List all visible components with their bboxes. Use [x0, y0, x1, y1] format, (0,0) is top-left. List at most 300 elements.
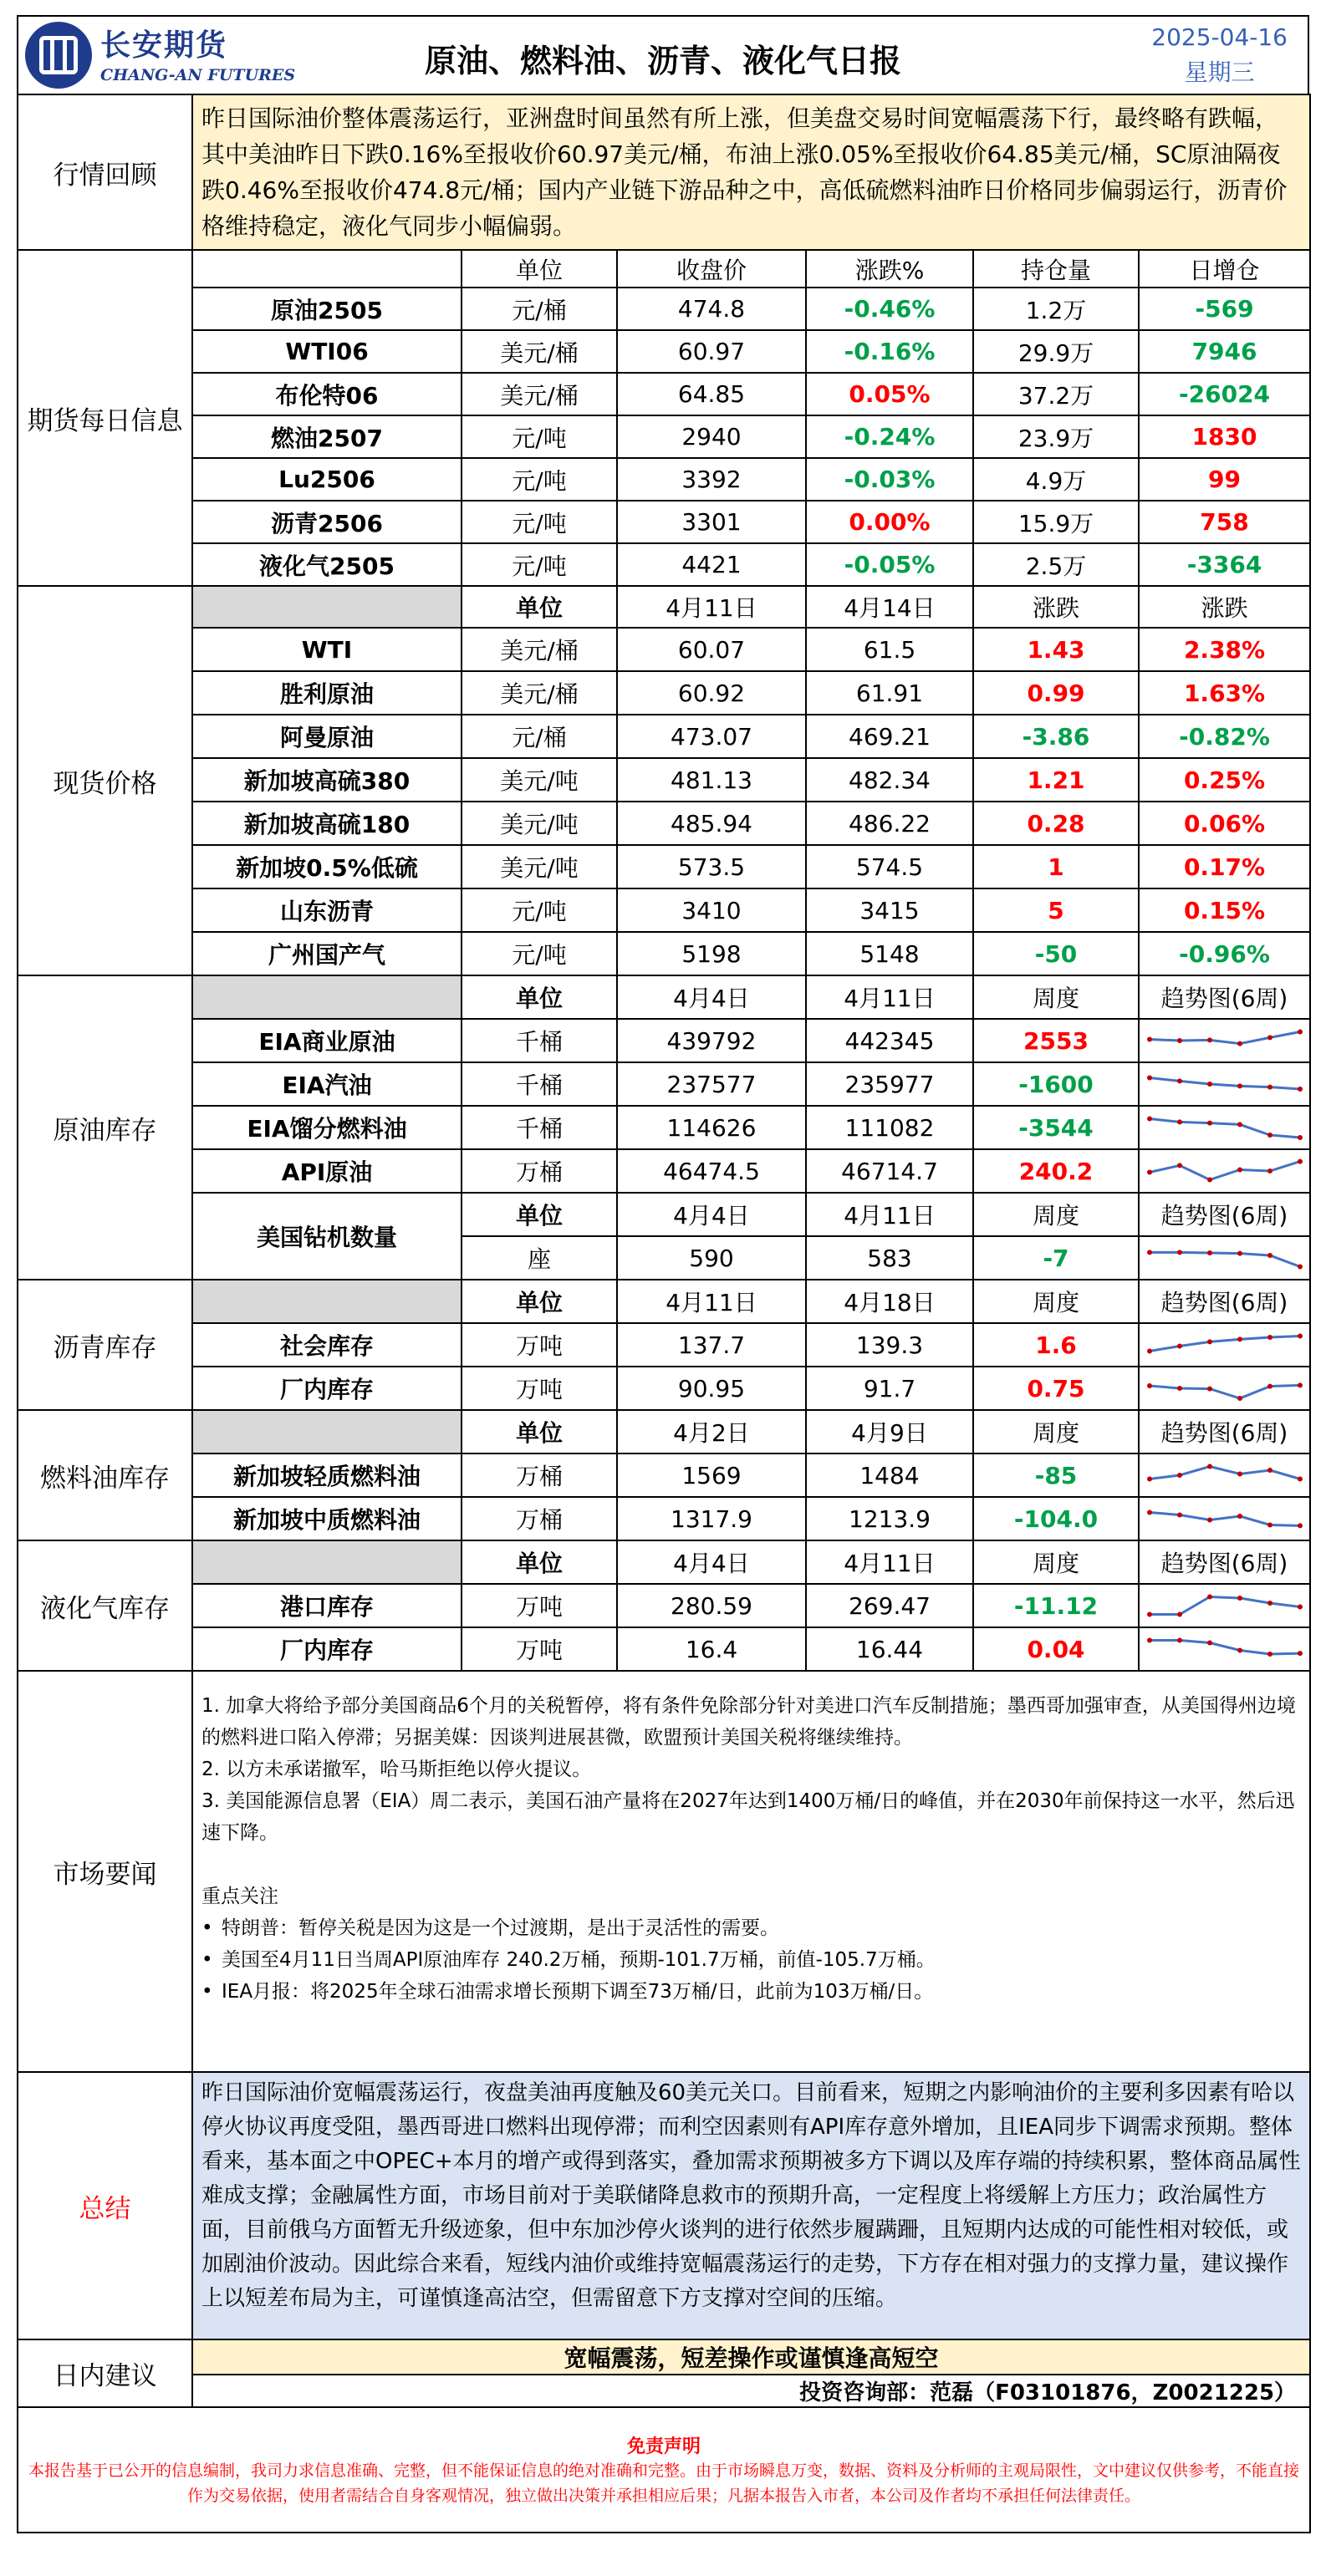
trend-point	[1298, 1334, 1303, 1339]
lpg-inv-d1: 280.59	[617, 1584, 806, 1627]
trend-point	[1298, 1382, 1303, 1387]
futures-name: WTI06	[192, 330, 462, 373]
asphalt-inv-label: 沥青库存	[18, 1280, 192, 1410]
futures-header: 涨跌%	[806, 250, 973, 288]
lpg-inv-label: 液化气库存	[18, 1540, 192, 1671]
futures-close: 3392	[617, 458, 806, 501]
trend-point	[1298, 1135, 1303, 1140]
futures-doi: -26024	[1139, 373, 1310, 415]
asphalt-inv-d2: 139.3	[806, 1323, 973, 1367]
futures-header: 日增仓	[1139, 250, 1310, 288]
trend-point	[1207, 1595, 1212, 1600]
spot-unit: 美元/吨	[462, 845, 617, 888]
futures-header: 持仓量	[973, 250, 1139, 288]
lpg-inv-header: 4月4日	[617, 1540, 806, 1584]
trend-point	[1147, 1349, 1152, 1354]
summary-text: 昨日国际油价宽幅震荡运行，夜盘美油再度触及60美元关口。目前看来，短期之内影响油价的主要利多因素有哈以停火协议再度受阻，墨西哥进口燃料出现停滞；而利空因素则有API库存意外增加，且IEA同步下调需求预期。整体看来，基本面之中OPEC+本月的增产或得到落实，叠加需求预期被多方下调以及库存端的持续积累，整体商品属性难成支撑；金融属性方面，市场目前对于美联储降息救市的预期升高，一定程度上将缓解上方压力；政治属性方面，目前俄乌方面暂无升级迹象，但中东加沙停火谈判的进行依然步履蹒跚，且短期内达成的可能性相对较低，或加剧油价波动。因此综合来看，短线内油价或维持宽幅震荡运行的走势，下方存在相对强力的支撑力量，建议操作上以短差布局为主，可谨慎逢高沽空，但需留意下方支撑对空间的压缩。	[192, 2072, 1310, 2339]
futures-name: 布伦特06	[192, 373, 462, 415]
fuel-inv-header: 单位	[462, 1410, 617, 1453]
futures-unit: 元/吨	[462, 458, 617, 501]
trend-point	[1298, 1651, 1303, 1656]
fuel-inv-header: 趋势图(6周)	[1139, 1410, 1310, 1453]
table-row	[18, 1323, 1310, 1367]
futures-close: 474.8	[617, 288, 806, 330]
table-row	[18, 975, 1310, 1019]
futures-header: 收盘价	[617, 250, 806, 288]
report-date-block	[1151, 20, 1288, 90]
trend-point	[1177, 1119, 1182, 1124]
trend-point	[1147, 1612, 1152, 1617]
spot-d2: 574.5	[806, 845, 973, 888]
trend-point	[1207, 1339, 1212, 1344]
crude-inv-wk: -1600	[973, 1062, 1139, 1106]
asphalt-inv-name: 社会库存	[192, 1323, 462, 1367]
trend-line	[1150, 1641, 1300, 1655]
header-blank	[192, 250, 462, 288]
news-label: 市场要闻	[18, 1671, 192, 2072]
fuel-inv-d2: 1213.9	[806, 1497, 973, 1540]
table-row	[18, 1367, 1310, 1410]
table-row	[18, 888, 1310, 932]
futures-oi: 1.2万	[973, 288, 1139, 330]
crude-inv-name: EIA汽油	[192, 1062, 462, 1106]
futures-chg: -0.03%	[806, 458, 973, 501]
fuel-inv-label: 燃料油库存	[18, 1410, 192, 1540]
trend-point	[1147, 1510, 1152, 1515]
crude-inv-d2: 442345	[806, 1019, 973, 1062]
spot-pct: 0.25%	[1139, 758, 1310, 802]
crude-inv-trend	[1139, 1149, 1310, 1193]
trend-line	[1150, 1597, 1300, 1615]
report-title: 原油、燃料油、沥青、液化气日报	[424, 43, 901, 79]
rig-name: 美国钻机数量	[192, 1193, 462, 1280]
table-row	[18, 94, 1310, 250]
crude-inv-name: EIA馏分燃料油	[192, 1106, 462, 1149]
fuel-inv-trend	[1139, 1453, 1310, 1497]
spot-d2: 482.34	[806, 758, 973, 802]
table-row	[18, 628, 1310, 671]
spot-unit: 美元/桶	[462, 671, 617, 715]
trend-sparkline	[1143, 1025, 1307, 1056]
trend-point	[1237, 1083, 1242, 1088]
futures-chg: -0.24%	[806, 415, 973, 458]
header-blank	[192, 1540, 462, 1584]
trend-point	[1177, 1163, 1182, 1168]
crude-inv-header: 4月4日	[617, 975, 806, 1019]
brand-cn: 长安期货	[100, 28, 228, 63]
table-row	[18, 1497, 1310, 1540]
news-item: 1. 加拿大将给予部分美国商品6个月的关税暂停，将有条件免除部分针对美进口汽车反制措施；墨西哥加强审查，从美国得州边境的燃料进口陷入停滞；另据美媒：因谈判进展甚微，欧盟预计美国关税将继续维持。	[201, 1695, 1296, 1749]
news-content	[192, 1671, 1310, 2072]
futures-name: 沥青2506	[192, 501, 462, 543]
futures-oi: 37.2万	[973, 373, 1139, 415]
futures-close: 3301	[617, 501, 806, 543]
table-row	[18, 373, 1310, 415]
disclaimer-text: 本报告基于已公开的信息编制，我司力求信息准确、完整，但不能保证信息的绝对准确和完整。由于市场瞬息万变，数据、资料及分析师的主观局限性，文中建议仅供参考，不能直接作为交易依据，使用者需结合自身客观情况，独立做出决策并承担相应后果；凡据本报告入市者，本公司及作者均不承担任何法律责任。	[28, 2461, 1300, 2505]
trend-sparkline	[1143, 1068, 1307, 1100]
futures-doi: 7946	[1139, 330, 1310, 373]
futures-close: 4421	[617, 543, 806, 586]
futures-close: 2940	[617, 415, 806, 458]
trend-point	[1177, 1250, 1182, 1255]
trend-point	[1298, 1087, 1303, 1092]
table-row	[18, 2072, 1310, 2339]
crude-inv-d1: 46474.5	[617, 1149, 806, 1193]
trend-point	[1147, 1638, 1152, 1643]
lpg-inv-header: 4月11日	[806, 1540, 973, 1584]
asphalt-inv-d1: 137.7	[617, 1323, 806, 1367]
spot-chg: 1.21	[973, 758, 1139, 802]
trend-line	[1150, 1336, 1300, 1352]
spot-unit: 美元/吨	[462, 758, 617, 802]
lpg-inv-wk: 0.04	[973, 1627, 1139, 1671]
table-row	[18, 715, 1310, 758]
trend-line	[1150, 1162, 1300, 1180]
focus-list	[201, 1912, 1301, 2008]
brand-en: CHANG-AN FUTURES	[100, 66, 296, 84]
header-blank	[192, 1410, 462, 1453]
rig-header: 单位	[462, 1193, 617, 1236]
asphalt-inv-wk: 0.75	[973, 1367, 1139, 1410]
trend-point	[1298, 1605, 1303, 1610]
spot-d1: 3410	[617, 888, 806, 932]
table-row	[18, 543, 1310, 586]
fuel-inv-wk: -104.0	[973, 1497, 1139, 1540]
trend-point	[1147, 1383, 1152, 1388]
trend-point	[1237, 1168, 1242, 1173]
fuel-inv-d1: 1317.9	[617, 1497, 806, 1540]
crude-inv-header: 单位	[462, 975, 617, 1019]
spot-name: WTI	[192, 628, 462, 671]
spot-d2: 5148	[806, 932, 973, 975]
spot-chg: -3.86	[973, 715, 1139, 758]
header-blank	[192, 1280, 462, 1323]
news-item: 3. 美国能源信息署（EIA）周二表示，美国石油产量将在2027年达到1400万桶/日的峰值，并在2030年前保持这一水平，然后迅速下降。	[201, 1790, 1295, 1844]
table-row	[18, 671, 1310, 715]
spot-pct: -0.82%	[1139, 715, 1310, 758]
fuel-inv-header: 周度	[973, 1410, 1139, 1453]
header-blank	[192, 975, 462, 1019]
lpg-inv-unit: 万吨	[462, 1627, 617, 1671]
rig-header: 4月4日	[617, 1193, 806, 1236]
spot-chg: 5	[973, 888, 1139, 932]
spot-d1: 60.92	[617, 671, 806, 715]
spot-d2: 3415	[806, 888, 973, 932]
crude-inv-d1: 237577	[617, 1062, 806, 1106]
fuel-inv-name: 新加坡中质燃料油	[192, 1497, 462, 1540]
report-weekday: 星期三	[1184, 59, 1255, 86]
lpg-inv-wk: -11.12	[973, 1584, 1139, 1627]
trend-point	[1177, 1612, 1182, 1617]
futures-oi: 2.5万	[973, 543, 1139, 586]
futures-label: 期货每日信息	[18, 250, 192, 586]
crude-inv-d1: 114626	[617, 1106, 806, 1149]
trend-point	[1207, 1037, 1212, 1042]
spot-pct: 0.17%	[1139, 845, 1310, 888]
lpg-inv-d1: 16.4	[617, 1627, 806, 1671]
crude-inv-trend	[1139, 1019, 1310, 1062]
trend-point	[1177, 1386, 1182, 1391]
fuel-inv-unit: 万桶	[462, 1497, 617, 1540]
trend-point	[1177, 1638, 1182, 1643]
trend-point	[1237, 1472, 1242, 1477]
spot-label: 现货价格	[18, 586, 192, 975]
trend-point	[1298, 1030, 1303, 1035]
crude-inv-name: API原油	[192, 1149, 462, 1193]
futures-chg: 0.05%	[806, 373, 973, 415]
trend-point	[1177, 1513, 1182, 1518]
asphalt-inv-header: 单位	[462, 1280, 617, 1323]
trend-point	[1267, 1335, 1272, 1340]
trend-point	[1237, 1041, 1242, 1046]
trend-sparkline	[1143, 1503, 1307, 1535]
rig-wk: -7	[973, 1236, 1139, 1280]
trend-line	[1150, 1513, 1300, 1526]
spot-chg: 0.28	[973, 802, 1139, 845]
futures-oi: 15.9万	[973, 501, 1139, 543]
futures-name: Lu2506	[192, 458, 462, 501]
spot-unit: 美元/桶	[462, 628, 617, 671]
crude-inv-d2: 46714.7	[806, 1149, 973, 1193]
trend-line	[1150, 1078, 1300, 1090]
spot-name: 广州国产气	[192, 932, 462, 975]
trend-sparkline	[1143, 1155, 1307, 1187]
futures-unit: 元/吨	[462, 501, 617, 543]
trend-point	[1207, 1121, 1212, 1126]
table-row	[18, 2375, 1310, 2407]
asphalt-inv-unit: 万吨	[462, 1367, 617, 1410]
crude-inv-d1: 439792	[617, 1019, 806, 1062]
review-label: 行情回顾	[18, 94, 192, 250]
futures-doi: 1830	[1139, 415, 1310, 458]
futures-doi: 758	[1139, 501, 1310, 543]
futures-doi: -3364	[1139, 543, 1310, 586]
focus-item: • IEA月报：将2025年全球石油需求增长预期下调至73万桶/日，此前为103万桶/日。	[201, 1976, 1301, 2008]
table-row	[18, 1540, 1310, 1584]
crude-inv-label: 原油库存	[18, 975, 192, 1280]
table-row	[18, 501, 1310, 543]
crude-inv-header: 4月11日	[806, 975, 973, 1019]
review-text: 昨日国际油价整体震荡运行，亚洲盘时间虽然有所上涨，但美盘交易时间宽幅震荡下行，最终略有跌幅，其中美油昨日下跌0.16%至报收价60.97美元/桶，布油上涨0.05%至报收价64.85美元/桶，SC原油隔夜跌0.46%至报收价474.8元/桶；国内产业链下游品种之中，高低硫燃料油昨日价格同步偏弱运行，沥青价格维持稳定，液化气同步小幅偏弱。	[192, 94, 1310, 250]
lpg-inv-d2: 16.44	[806, 1627, 973, 1671]
trend-point	[1147, 1170, 1152, 1175]
spot-name: 新加坡0.5%低硫	[192, 845, 462, 888]
trend-point	[1298, 1477, 1303, 1482]
table-row	[18, 1584, 1310, 1627]
fuel-inv-header: 4月9日	[806, 1410, 973, 1453]
spot-pct: 0.06%	[1139, 802, 1310, 845]
futures-unit: 元/吨	[462, 543, 617, 586]
spot-d1: 5198	[617, 932, 806, 975]
header-blank	[192, 586, 462, 628]
disclaimer-title: 免责声明	[627, 2435, 701, 2457]
crude-inv-wk: -3544	[973, 1106, 1139, 1149]
advice-text: 宽幅震荡，短差操作或谨慎逢高短空	[192, 2339, 1310, 2375]
advice-label: 日内建议	[18, 2339, 192, 2407]
spot-pct: 1.63%	[1139, 671, 1310, 715]
trend-sparkline	[1143, 1112, 1307, 1143]
lpg-inv-name: 厂内库存	[192, 1627, 462, 1671]
spot-name: 阿曼原油	[192, 715, 462, 758]
trend-point	[1207, 1518, 1212, 1523]
fuel-inv-wk: -85	[973, 1453, 1139, 1497]
asphalt-inv-wk: 1.6	[973, 1323, 1139, 1367]
asphalt-inv-d1: 90.95	[617, 1367, 806, 1410]
futures-unit: 美元/桶	[462, 330, 617, 373]
futures-name: 原油2505	[192, 288, 462, 330]
trend-point	[1147, 1037, 1152, 1042]
trend-point	[1177, 1344, 1182, 1349]
trend-point	[1298, 1523, 1303, 1528]
trend-point	[1237, 1648, 1242, 1653]
table-row	[18, 1106, 1310, 1149]
trend-point	[1267, 1035, 1272, 1040]
lpg-inv-name: 港口库存	[192, 1584, 462, 1627]
trend-point	[1237, 1336, 1242, 1341]
futures-oi: 23.9万	[973, 415, 1139, 458]
rig-d1: 590	[617, 1236, 806, 1280]
rig-d2: 583	[806, 1236, 973, 1280]
report-page	[17, 15, 1309, 2561]
trend-sparkline	[1143, 1372, 1307, 1404]
crude-inv-header: 趋势图(6周)	[1139, 975, 1310, 1019]
table-row	[18, 1149, 1310, 1193]
asphalt-inv-header: 趋势图(6周)	[1139, 1280, 1310, 1323]
trend-point	[1237, 1251, 1242, 1256]
spot-d1: 60.07	[617, 628, 806, 671]
trend-line	[1150, 1119, 1300, 1138]
spot-header: 单位	[462, 586, 617, 628]
table-row	[18, 1410, 1310, 1453]
rig-header: 趋势图(6周)	[1139, 1193, 1310, 1236]
trend-point	[1147, 1250, 1152, 1255]
trend-point	[1177, 1078, 1182, 1083]
futures-oi: 4.9万	[973, 458, 1139, 501]
report-date: 2025-04-16	[1151, 23, 1288, 51]
trend-point	[1237, 1596, 1242, 1601]
table-row	[18, 1062, 1310, 1106]
futures-close: 60.97	[617, 330, 806, 373]
spot-d1: 573.5	[617, 845, 806, 888]
fuel-inv-d1: 1569	[617, 1453, 806, 1497]
crude-inv-wk: 2553	[973, 1019, 1139, 1062]
trend-point	[1207, 1178, 1212, 1183]
crude-inv-d2: 235977	[806, 1062, 973, 1106]
rig-header: 4月11日	[806, 1193, 973, 1236]
futures-unit: 元/吨	[462, 415, 617, 458]
table-row	[18, 586, 1310, 628]
trend-point	[1267, 1652, 1272, 1657]
crude-inv-trend	[1139, 1062, 1310, 1106]
fuel-inv-trend	[1139, 1497, 1310, 1540]
trend-point	[1267, 1601, 1272, 1606]
trend-point	[1177, 1038, 1182, 1043]
trend-line	[1150, 1032, 1300, 1044]
trend-point	[1147, 1477, 1152, 1482]
spot-d2: 61.5	[806, 628, 973, 671]
asphalt-inv-d2: 91.7	[806, 1367, 973, 1410]
spot-chg: 0.99	[973, 671, 1139, 715]
trend-point	[1267, 1168, 1272, 1173]
futures-doi: -569	[1139, 288, 1310, 330]
spot-pct: 2.38%	[1139, 628, 1310, 671]
report-header	[17, 15, 1309, 94]
lpg-inv-header: 单位	[462, 1540, 617, 1584]
trend-point	[1267, 1523, 1272, 1528]
rig-header: 周度	[973, 1193, 1139, 1236]
crude-inv-header: 周度	[973, 975, 1139, 1019]
trend-point	[1267, 1253, 1272, 1258]
trend-sparkline	[1143, 1242, 1307, 1274]
trend-point	[1147, 1076, 1152, 1081]
spot-pct: 0.15%	[1139, 888, 1310, 932]
futures-header: 单位	[462, 250, 617, 288]
table-row	[18, 1193, 1310, 1236]
futures-chg: -0.05%	[806, 543, 973, 586]
futures-chg: -0.16%	[806, 330, 973, 373]
table-row	[18, 1453, 1310, 1497]
spot-name: 山东沥青	[192, 888, 462, 932]
table-row	[18, 845, 1310, 888]
trend-sparkline	[1143, 1590, 1307, 1621]
futures-name: 燃油2507	[192, 415, 462, 458]
futures-doi: 99	[1139, 458, 1310, 501]
asphalt-inv-header: 4月11日	[617, 1280, 806, 1323]
report-table	[17, 94, 1311, 2533]
focus-item: • 特朗普：暂停关税是因为这是一个过渡期，是出于灵活性的需要。	[201, 1912, 1301, 1944]
news-item: 2. 以方未承诺撤军，哈马斯拒绝以停火提议。	[201, 1759, 592, 1780]
spot-header: 涨跌	[1139, 586, 1310, 628]
trend-line	[1150, 1252, 1300, 1266]
trend-point	[1298, 1159, 1303, 1164]
futures-oi: 29.9万	[973, 330, 1139, 373]
spot-chg: 1	[973, 845, 1139, 888]
lpg-inv-trend	[1139, 1627, 1310, 1671]
trend-point	[1267, 1085, 1272, 1090]
focus-item: • 美国至4月11日当周API原油库存 240.2万桶，预期-101.7万桶，前值-105.7万桶。	[201, 1944, 1301, 1976]
spot-pct: -0.96%	[1139, 932, 1310, 975]
fuel-inv-d2: 1484	[806, 1453, 973, 1497]
spot-name: 胜利原油	[192, 671, 462, 715]
asphalt-inv-trend	[1139, 1323, 1310, 1367]
table-row	[18, 1671, 1310, 2072]
trend-point	[1147, 1117, 1152, 1122]
trend-point	[1298, 1265, 1303, 1270]
lpg-inv-unit: 万吨	[462, 1584, 617, 1627]
trend-point	[1267, 1133, 1272, 1138]
spot-d2: 486.22	[806, 802, 973, 845]
spot-d2: 469.21	[806, 715, 973, 758]
table-row	[18, 250, 1310, 288]
spot-unit: 美元/吨	[462, 802, 617, 845]
futures-chg: 0.00%	[806, 501, 973, 543]
trend-point	[1207, 1387, 1212, 1392]
crude-inv-unit: 千桶	[462, 1106, 617, 1149]
crude-inv-d2: 111082	[806, 1106, 973, 1149]
crude-inv-wk: 240.2	[973, 1149, 1139, 1193]
trend-point	[1237, 1514, 1242, 1519]
table-row	[18, 330, 1310, 373]
spot-chg: -50	[973, 932, 1139, 975]
lpg-inv-header: 周度	[973, 1540, 1139, 1584]
trend-sparkline	[1143, 1459, 1307, 1491]
focus-title: 重点关注	[201, 1886, 278, 1907]
lpg-inv-header: 趋势图(6周)	[1139, 1540, 1310, 1584]
trend-point	[1207, 1082, 1212, 1087]
spot-unit: 元/桶	[462, 715, 617, 758]
rig-trend	[1139, 1236, 1310, 1280]
futures-chg: -0.46%	[806, 288, 973, 330]
